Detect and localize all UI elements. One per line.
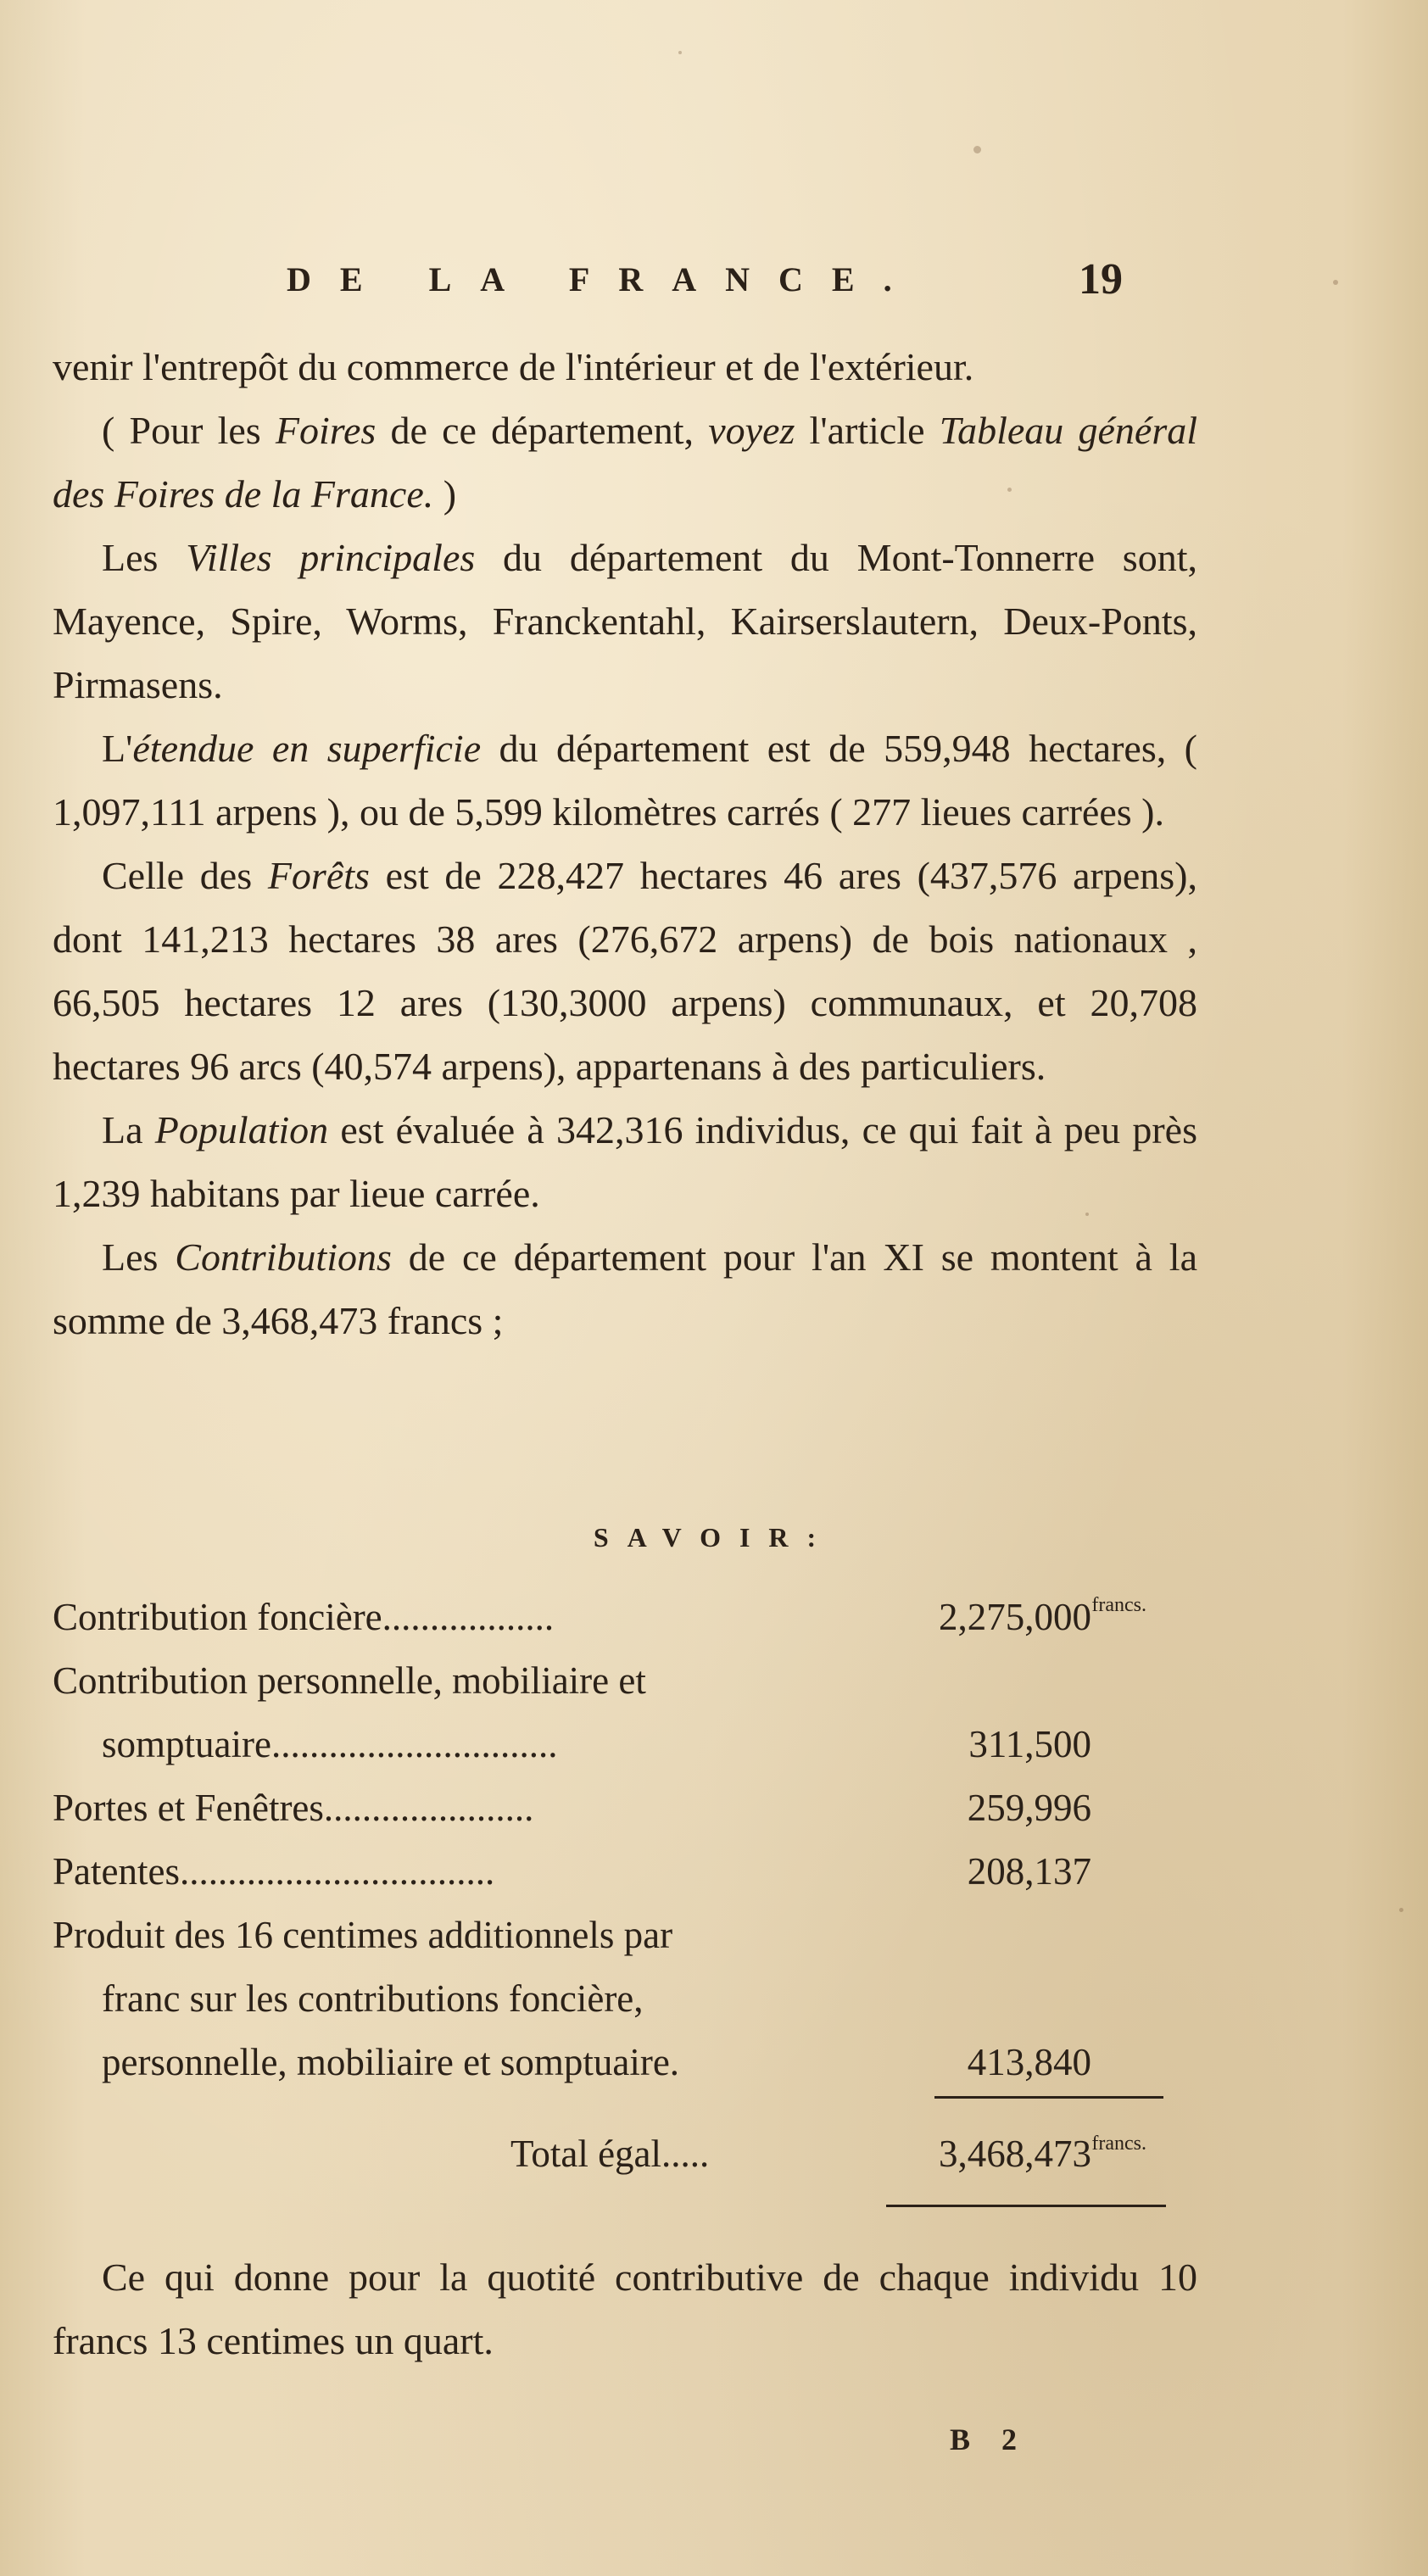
text-italic: Forêts <box>267 854 370 897</box>
paragraph-population <box>53 1098 1197 1225</box>
total-row <box>53 2120 1206 2188</box>
row-label: Portes et Fenêtres...................... <box>53 1787 534 1829</box>
text: ( Pour les <box>102 409 276 452</box>
section-heading: SAVOIR: <box>593 1522 835 1553</box>
text: de ce département, <box>376 409 709 452</box>
paragraph-foires <box>53 399 1197 526</box>
contributions-table <box>53 1586 1206 2094</box>
table-row <box>53 1649 1206 1713</box>
text-italic: Villes principales <box>186 536 476 579</box>
row-label: Produit des 16 centimes additionnels par <box>53 1914 673 1956</box>
total-rule <box>886 2205 1166 2207</box>
text: du département est de 559,948 hectares, ( 1,097,111 arpens ), ou de 5,599 kilomètres carrés ( 277 lieues carrées ). <box>53 727 1197 834</box>
text-italic: Contributions <box>175 1235 392 1279</box>
row-label: franc sur les contributions foncière, <box>102 1977 644 2020</box>
text: venir l'entrepôt du commerce de l'intérieur et de l'extérieur. <box>53 345 974 388</box>
row-label: Patentes................................. <box>53 1850 495 1893</box>
table-row <box>53 1904 1206 1967</box>
text: de ce département pour l'an XI se montent à la somme de 3,468,473 francs ; <box>53 1235 1197 1342</box>
table-row <box>53 1776 1206 1840</box>
table-row <box>53 1967 1206 2031</box>
text-italic: étendue en superficie <box>132 727 482 770</box>
total-label: Total égal..... <box>510 2133 710 2175</box>
text: Celle des <box>102 854 268 897</box>
row-value: 311,500 <box>968 1723 1091 1765</box>
table-row <box>53 1713 1206 1776</box>
paragraph-villes <box>53 526 1197 716</box>
speck <box>973 146 981 153</box>
text: l'article <box>795 409 940 452</box>
text-italic: Foires <box>275 409 377 452</box>
row-value: 208,137 <box>967 1850 1091 1893</box>
body-text <box>53 335 1197 1352</box>
row-value: 413,840 <box>967 2041 1091 2083</box>
text: Les <box>102 1235 176 1279</box>
text-italic: voyez <box>708 409 795 452</box>
row-value: 2,275,000 <box>939 1596 1091 1638</box>
running-head: DE LA FRANCE. <box>287 260 921 298</box>
row-label: Contribution foncière.................. <box>53 1596 555 1638</box>
text: ) <box>433 472 457 516</box>
page-header <box>0 254 1428 322</box>
sum-rule <box>934 2096 1163 2099</box>
paragraph-etendue <box>53 716 1197 844</box>
closing-text <box>53 2245 1197 2372</box>
paragraph-closing <box>53 2245 1197 2372</box>
text: est évaluée à 342,316 individus, ce qui fait à peu près 1,239 habitans par lieue carrée. <box>53 1108 1197 1215</box>
text: est de 228,427 hectares 46 ares (437,576 arpens), dont 141,213 hectares 38 ares (276,672 arpens) de bois nationaux , 66,505 hectares 12 ares (130,3000 arpens) communaux, et 20,708 hectares 96 arcs (40,574 arpens), appartenans à des particuliers. <box>53 854 1197 1088</box>
page-number: 19 <box>1079 255 1123 304</box>
text: Les <box>102 536 187 579</box>
text: du département du Mont-Tonnerre sont, Mayence, Spire, Worms, Franckentahl, Kairserslautern, Deux-Ponts, Pirmasens. <box>53 536 1197 706</box>
text: Ce qui donne pour la quotité contributive de chaque individu 10 francs 13 centimes un quart. <box>53 2255 1197 2362</box>
table-row <box>53 1586 1206 1649</box>
signature-mark: B 2 <box>950 2423 1029 2456</box>
speck <box>678 51 682 54</box>
total-unit: francs. <box>1091 2133 1146 2155</box>
row-value: 259,996 <box>967 1787 1091 1829</box>
paragraph-forets <box>53 844 1197 1098</box>
text: La <box>102 1108 155 1151</box>
total-value: 3,468,473 <box>939 2133 1091 2175</box>
row-label: Contribution personnelle, mobiliaire et <box>53 1659 646 1702</box>
text-italic: Tableau général des Foires de la France. <box>53 409 1198 516</box>
paragraph-continuation <box>53 335 1197 399</box>
text: L' <box>102 727 133 770</box>
table-row <box>53 1840 1206 1904</box>
row-unit: francs. <box>1091 1594 1146 1616</box>
text-italic: Population <box>154 1108 329 1151</box>
speck <box>1399 1908 1403 1912</box>
paragraph-contributions <box>53 1225 1197 1352</box>
table-row <box>53 2031 1206 2094</box>
row-label: somptuaire.............................. <box>102 1723 558 1765</box>
row-label: personnelle, mobiliaire et somptuaire. <box>102 2041 680 2083</box>
